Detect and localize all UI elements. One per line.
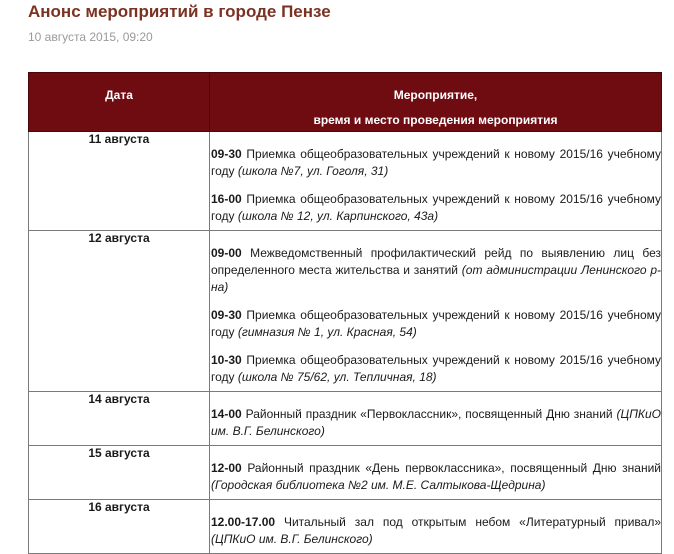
column-header-event-line2: время и место проведения мероприятия — [313, 113, 558, 127]
event-description: Приемка общеобразовательных учреждений к новому 2015/16 учебному году — [211, 308, 661, 339]
column-header-event-line1: Мероприятие, — [393, 88, 478, 102]
event-date: 12 августа — [29, 231, 210, 392]
event-cell — [210, 231, 662, 392]
event-date: 11 августа — [29, 132, 210, 231]
event-cell — [210, 132, 662, 231]
event-place: (ЦПКиО им. В.Г. Белинского) — [211, 532, 373, 546]
event-time: 09-00 — [211, 246, 242, 260]
event-time: 16-00 — [211, 192, 242, 206]
event-date: 14 августа — [29, 392, 210, 446]
event-time: 09-30 — [211, 147, 242, 161]
event-place: (школа № 75/62, ул. Тепличная, 18) — [237, 370, 437, 384]
event-time: 14-00 — [211, 407, 242, 421]
event-item — [210, 191, 661, 225]
table-row — [29, 231, 662, 392]
event-item — [210, 146, 661, 180]
event-date: 15 августа — [29, 446, 210, 500]
events-table — [28, 72, 662, 554]
event-place: (гимназия № 1, ул. Красная, 54) — [237, 325, 417, 339]
event-description: Приемка общеобразовательных учреждений к новому 2015/16 учебному году — [211, 192, 661, 223]
event-time: 09-30 — [211, 308, 242, 322]
event-time: 12-00 — [211, 461, 242, 475]
column-header-date: Дата — [29, 73, 210, 132]
event-description: Читальный зал под открытым небом «Литературный привал» — [275, 515, 661, 529]
event-date: 16 августа — [29, 500, 210, 554]
event-description: Приемка общеобразовательных учреждений к новому 2015/16 учебному году — [211, 353, 661, 384]
event-time: 12.00-17.00 — [211, 515, 276, 529]
event-place: (школа № 12, ул. Карпинского, 43а) — [237, 209, 439, 223]
event-cell — [210, 500, 662, 554]
event-time: 10-30 — [211, 353, 242, 367]
column-header-event — [210, 73, 662, 132]
event-item — [210, 406, 661, 440]
event-description: Межведомственный профилактический рейд по выявлению лиц без определенного места жительства и занятий — [211, 246, 661, 277]
table-row — [29, 446, 662, 500]
event-item — [210, 514, 661, 548]
event-cell — [210, 446, 662, 500]
table-row — [29, 132, 662, 231]
table-header-row — [29, 73, 662, 132]
event-item — [210, 307, 661, 341]
event-description: Районный праздник «День первоклассника», посвященный Дню знаний — [241, 461, 661, 475]
event-item — [210, 460, 661, 494]
event-cell — [210, 392, 662, 446]
event-place: (школа №7, ул. Гоголя, 31) — [237, 164, 389, 178]
event-place: (Городская библиотека №2 им. М.Е. Салтыкова-Щедрина) — [211, 478, 546, 492]
table-row — [29, 500, 662, 554]
event-place: (ЦПКиО им. В.Г. Белинского) — [211, 407, 661, 438]
table-row — [29, 392, 662, 446]
event-place: (от администрации Ленинского р-на) — [211, 263, 661, 294]
page-title: Анонс мероприятий в городе Пензе — [28, 2, 331, 21]
event-item — [210, 352, 661, 386]
publish-date: 10 августа 2015, 09:20 — [28, 30, 153, 44]
event-description: Районный праздник «Первоклассник», посвященный Дню знаний — [241, 407, 617, 421]
event-description: Приемка общеобразовательных учреждений к новому 2015/16 учебному году — [211, 147, 661, 178]
event-item — [210, 245, 661, 296]
